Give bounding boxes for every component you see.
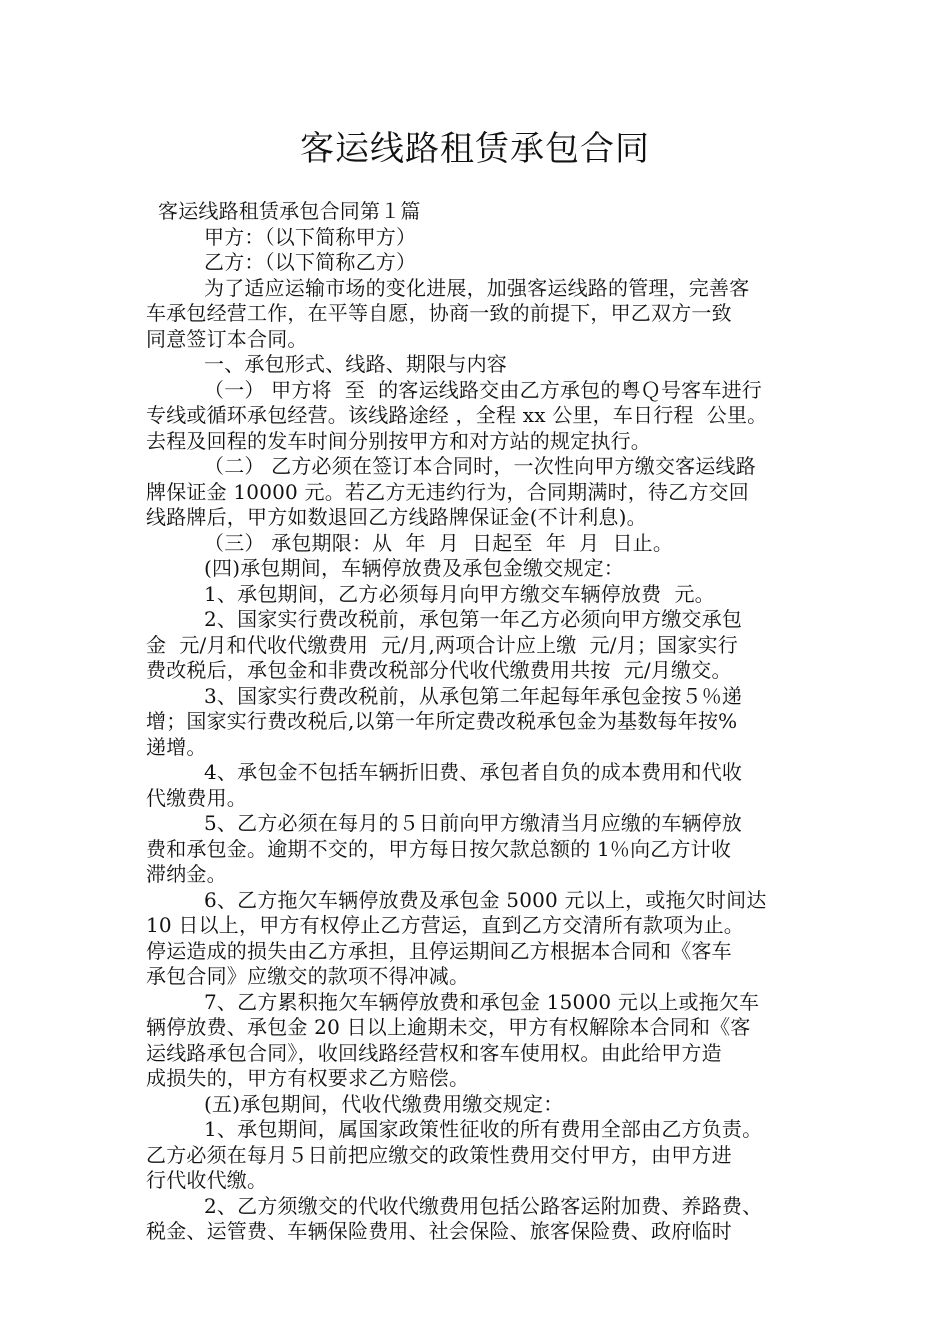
paragraph-line: 线路牌后，甲方如数退回乙方线路牌保证金(不计利息)。	[146, 505, 647, 529]
document-body	[146, 199, 826, 1245]
paragraph-line: 递增。	[146, 734, 207, 759]
paragraph-line: 5、乙方必须在每月的５日前向甲方缴清当月应缴的车辆停放	[204, 811, 743, 835]
paragraph-line: 4、承包金不包括车辆折旧费、承包者自负的成本费用和代收	[204, 760, 743, 784]
paragraph-line: 费改税后，承包金和非费改税部分代收代缴费用共按 元/月缴交。	[146, 658, 732, 682]
paragraph-line: 7、乙方累积拖欠车辆停放费和承包金 15000 元以上或拖欠车	[204, 989, 760, 1014]
paragraph-line: (四)承包期间，车辆停放费及承包金缴交规定：	[204, 556, 625, 580]
paragraph-line: 成损失的，甲方有权要求乙方赔偿。	[146, 1066, 470, 1090]
paragraph-line: 辆停放费、承包金 20 日以上逾期未交，甲方有权解除本合同和《客	[146, 1015, 751, 1039]
paragraph-line: 6、乙方拖欠车辆停放费及承包金 5000 元以上，或拖欠时间达	[204, 887, 767, 912]
paragraph-line: 停运造成的损失由乙方承担，且停运期间乙方根据本合同和《客车	[146, 938, 732, 963]
paragraph-line: 金 元/月和代收代缴费用 元/月,两项合计应上缴 元/月；国家实行	[146, 632, 738, 657]
paragraph-line: 代缴费用。	[146, 785, 247, 810]
paragraph-line: 乙方：（以下简称乙方）	[204, 250, 417, 274]
paragraph-line: 2、乙方须缴交的代收代缴费用包括公路客运附加费、养路费、	[204, 1193, 763, 1218]
paragraph-line: (五)承包期间，代收代缴费用缴交规定：	[204, 1091, 564, 1116]
paragraph-line: 税金、运管费、车辆保险费用、社会保险、旅客保险费、政府临时	[146, 1219, 732, 1243]
paragraph-line: 增；国家实行费改税后,以第一年所定费改税承包金为基数每年按%	[146, 709, 738, 733]
paragraph-line: 同意签订本合同。	[146, 326, 308, 351]
paragraph-line: 去程及回程的发车时间分别按甲方和对方站的规定执行。	[146, 428, 651, 453]
paragraph-line: 2、国家实行费改税前，承包第一年乙方必须向甲方缴交承包	[204, 607, 743, 631]
paragraph-line: 车承包经营工作，在平等自愿，协商一致的前提下，甲乙双方一致	[146, 301, 732, 325]
paragraph-line: 行代收代缴。	[146, 1168, 268, 1192]
paragraph-line: 费和承包金。逾期不交的，甲方每日按欠款总额的 1％向乙方计收	[146, 836, 732, 861]
paragraph-line: 一、承包形式、线路、期限与内容	[204, 352, 507, 376]
paragraph-line: 1、承包期间，属国家政策性征收的所有费用全部由乙方负责。	[204, 1117, 763, 1141]
paragraph-line: （三） 承包期限：从 年 月 日起至 年 月 日止。	[204, 530, 674, 555]
paragraph-line: 为了适应运输市场的变化进展，加强客运线路的管理，完善客	[204, 275, 750, 300]
paragraph-line: 3、国家实行费改税前，从承包第二年起每年承包金按５％递	[204, 683, 743, 708]
paragraph-line: 承包合同》应缴交的款项不得冲减。	[146, 964, 470, 988]
paragraph-line: 客运线路租赁承包合同第１篇	[158, 199, 421, 223]
document-title: 客运线路租赁承包合同	[300, 129, 650, 169]
paragraph-line: 甲方：（以下简称甲方）	[204, 224, 417, 249]
paragraph-line: （一） 甲方将 至 的客运线路交由乙方承包的粤Ｑ号客车进行	[204, 377, 762, 402]
paragraph-line: （二） 乙方必须在签订本合同时，一次性向甲方缴交客运线路	[204, 454, 756, 478]
paragraph-line: 10 日以上，甲方有权停止乙方营运，直到乙方交清所有款项为止。	[146, 913, 745, 937]
paragraph-line: 运线路承包合同》，收回线路经营权和客车使用权。由此给甲方造	[146, 1040, 722, 1065]
paragraph-line: 1、承包期间，乙方必须每月向甲方缴交车辆停放费 元。	[204, 581, 715, 606]
paragraph-line: 滞纳金。	[146, 862, 227, 886]
paragraph-line: 牌保证金 10000 元。若乙方无违约行为，合同期满时，待乙方交回	[146, 479, 749, 504]
paragraph-line: 专线或循环承包经营。该线路途经 ，全程 xx 公里，车日行程 公里。	[146, 403, 768, 427]
paragraph-line: 乙方必须在每月５日前把应缴交的政策性费用交付甲方，由甲方进	[146, 1142, 732, 1167]
